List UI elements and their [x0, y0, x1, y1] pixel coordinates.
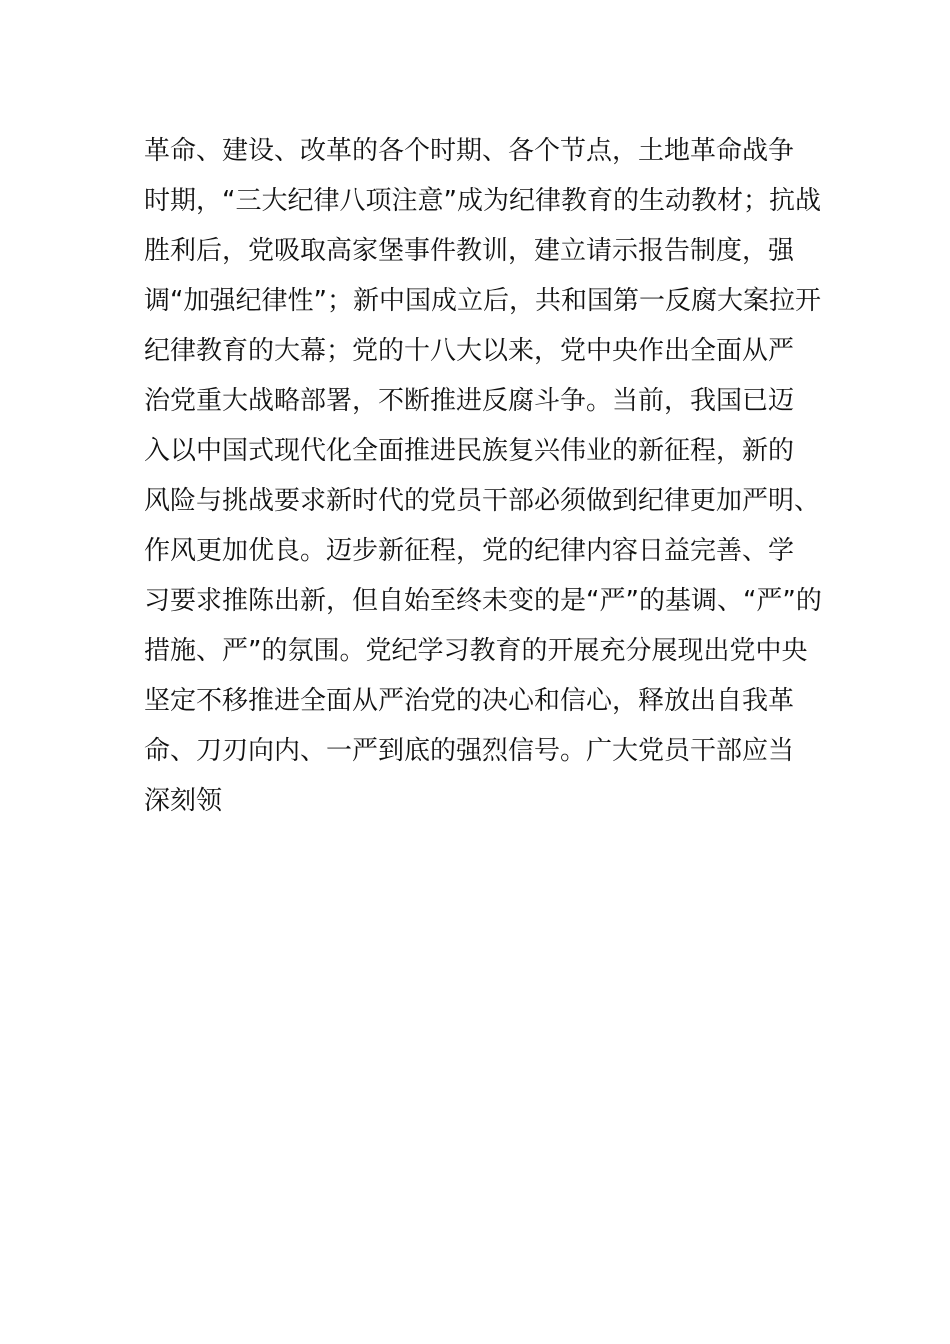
- text-line-14: 深刻领: [144, 786, 223, 816]
- text-line-8: 风险与挑战要求新时代的党员干部必须做到纪律更加严明、: [144, 486, 821, 516]
- text-line-2: 时期，“三大纪律八项注意”成为纪律教育的生动教材；抗战: [144, 186, 821, 216]
- text-line-13: 命、刀刃向内、一严到底的强烈信号。广大党员干部应当: [144, 736, 795, 766]
- text-line-9: 作风更加优良。迈步新征程，党的纪律内容日益完善、学: [144, 536, 795, 566]
- text-line-4: 调“加强纪律性”；新中国成立后，共和国第一反腐大案拉开: [144, 286, 821, 316]
- text-line-3: 胜利后，党吸取高家堡事件教训，建立请示报告制度，强: [144, 236, 795, 266]
- text-line-6: 治党重大战略部署，不断推进反腐斗争。当前，我国已迈: [144, 386, 795, 416]
- text-line-10: 习要求推陈出新，但自始至终未变的是“严”的基调、“严”的: [144, 586, 822, 616]
- text-line-12: 坚定不移推进全面从严治党的决心和信心，释放出自我革: [144, 686, 795, 716]
- text-line-1: 革命、建设、改革的各个时期、各个节点，土地革命战争: [144, 136, 795, 166]
- body-paragraph: [144, 126, 824, 826]
- text-line-7: 入以中国式现代化全面推进民族复兴伟业的新征程，新的: [144, 436, 795, 466]
- text-line-11: 措施、严”的氛围。党纪学习教育的开展充分展现出党中央: [144, 636, 808, 666]
- text-line-5: 纪律教育的大幕；党的十八大以来，党中央作出全面从严: [144, 336, 795, 366]
